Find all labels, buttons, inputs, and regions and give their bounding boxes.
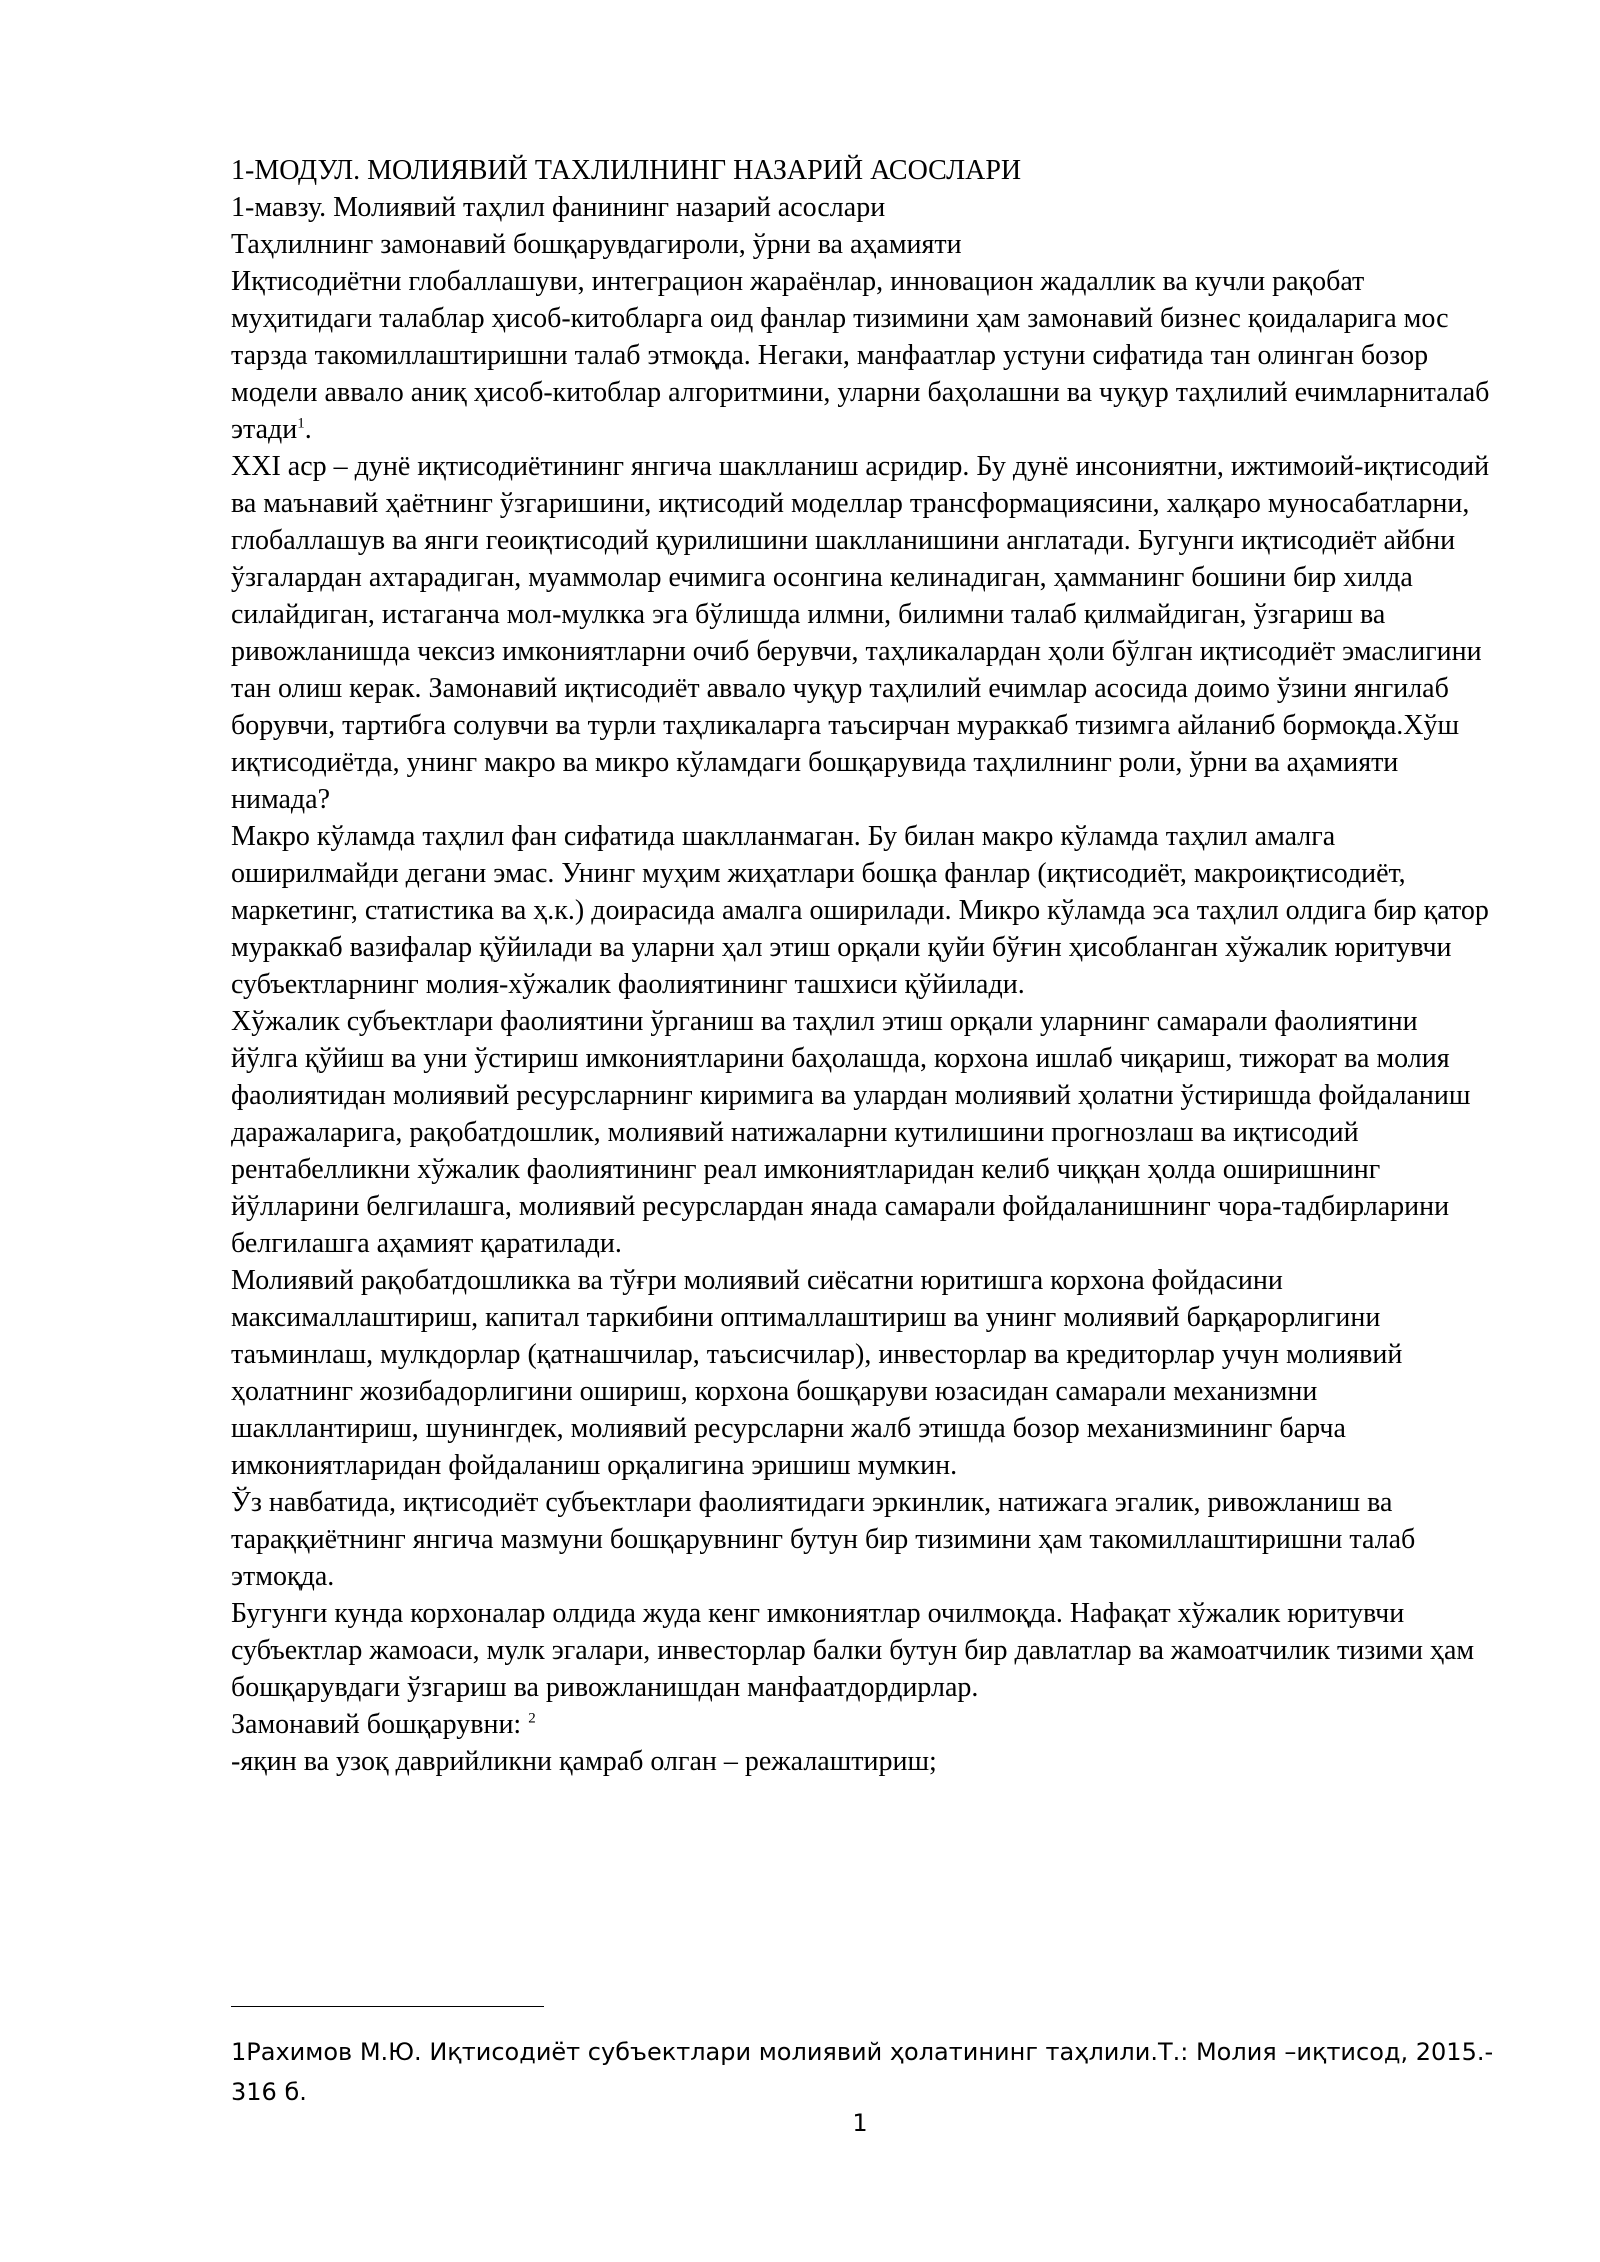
- topic-title: 1-мавзу. Молиявий таҳлил фанининг назарий асослари: [231, 192, 886, 223]
- footnote-separator: [231, 2006, 544, 2007]
- paragraph: Макро кўламда таҳлил фан сифатида шаклланмаган. Бу билан макро кўламда таҳлил амалга оширилмайди дегани эмас. Унинг муҳим жиҳатлари бошқа фанлар (иқтисодиёт, макроиқтисодиёт, маркетинг, статистика ва ҳ.к.) доирасида амалга оширилади. Микро кўламда эса таҳлил олдига бир қатор мураккаб вазифалар қўйилади ва уларни ҳал этиш орқали қуйи бўғин ҳисобланган хўжалик юритувчи субъектларнинг молия-хўжалик фаолиятининг ташхиси қўйилади.: [231, 821, 1489, 1000]
- paragraph: [231, 1706, 1491, 1743]
- paragraph-text: Замонавий бошқарувни:: [231, 1709, 529, 1740]
- paragraph: Молиявий рақобатдошликка ва тўғри молиявий сиёсатни юритишга корхона фойдасини максималлаштириш, капитал таркибини оптималлаштириш ва унинг молиявий барқарорлигини таъминлаш, мулкдорлар (қатнашчилар, таъсисчилар), инвесторлар ва кредиторлар учун молиявий ҳолатнинг жозибадорлигини ошириш, корхона бошқаруви юзасидан самарали механизмни шакллантириш, шунингдек, молиявий ресурсларни жалб этишда бозор механизмининг барча имкониятларидан фойдаланиш орқалигина эришиш мумкин.: [231, 1265, 1403, 1481]
- paragraph: Хўжалик субъектлари фаолиятини ўрганиш ва таҳлил этиш орқали уларнинг самарали фаолиятини йўлга қўйиш ва уни ўстириш имкониятларини баҳолашда, корхона ишлаб чиқариш, тижорат ва молия фаолиятидан молиявий ресурсларнинг киримига ва улардан молиявий ҳолатни ўстиришда фойдаланиш даражаларига, рақобатдошлик, молиявий натижаларни кутилишини прогнозлаш ва иқтисодий рентабелликни хўжалик фаолиятининг реал имкониятларидан келиб чиққан ҳолда оширишнинг йўлларини белгилашга, молиявий ресурслардан янада самарали фойдаланишнинг чора-тадбирларини белгилашга аҳамият қаратилади.: [231, 1006, 1471, 1259]
- footnote-text: 1Рахимов М.Ю. Иқтисодиёт субъектлари молиявий ҳолатининг таҳлили.Т.: Молия –иқтисод, 2015.- 316 б.: [231, 2038, 1494, 2106]
- section-title: Таҳлилнинг замонавий бошқарувдагироли, ўрни ва аҳамияти: [231, 229, 962, 260]
- footnote-reference[interactable]: 1: [297, 415, 305, 432]
- paragraph: Бугунги кунда корхоналар олдида жуда кенг имкониятлар очилмоқда. Нафақат хўжалик юритувчи субъектлар жамоаси, мулк эгалари, инвесторлар балки бутун бир давлатлар ва жамоатчилик тизими ҳам бошқарувдаги ўзгариш ва ривожланишдан манфаатдордирлар.: [231, 1598, 1475, 1703]
- footnote-reference[interactable]: 2: [528, 1710, 536, 1727]
- paragraph: XXI аср – дунё иқтисодиётининг янгича шаклланиш асридир. Бу дунё инсониятни, ижтимоий-иқтисодий ва маънавий ҳаётнинг ўзгаришини, иқтисодий моделлар трансформациясини, халқаро муносабатларни, глобаллашув ва янги геоиқтисодий қурилишини шаклланишини англатади. Бугунги иқтисодиёт айбни ўзгалардан ахтарадиган, муаммолар ечимига осонгина келинадиган, ҳамманинг бошини бир хилда силайдиган, истаганча мол-мулкка эга бўлишда илмни, билимни талаб қилмайдиган, ўзгариш ва ривожланишда чексиз имкониятларни очиб берувчи, таҳликалардан ҳоли бўлган иқтисодиёт эмаслигини тан олиш керак. Замонавий иқтисодиёт аввало чуқур таҳлилий ечимлар асосида доимо ўзини янгилаб борувчи, тартибга солувчи ва турли таҳликаларга таъсирчан мураккаб тизимга айланиб бормоқда.Хўш иқтисодиётда, унинг макро ва микро кўламдаги бошқарувида таҳлилнинг роли, ўрни ва аҳамияти нимада?: [231, 451, 1490, 815]
- paragraph-tail: .: [304, 414, 312, 445]
- paragraph-text: Иқтисодиётни глобаллашуви, интеграцион жараёнлар, инновацион жадаллик ва кучли рақобат муҳитидаги талаблар ҳисоб-китобларга оид фанлар тизимини ҳам замонавий бизнес қоидаларига мос тарзда такомиллаштиришни талаб этмоқда. Негаки, манфаатлар устуни сифатида тан олинган бозор модели аввало аниқ ҳисоб-китоблар алгоритмини, уларни баҳолашни ва чуқур таҳлилий ечимларниталаб этади: [231, 266, 1490, 445]
- page-number: 1: [852, 2109, 868, 2137]
- document-body: [231, 152, 1491, 1780]
- list-item: -яқин ва узоқ даврийликни қамраб олган – режалаштириш;: [231, 1746, 937, 1777]
- paragraph: [231, 263, 1491, 448]
- paragraph: Ўз навбатида, иқтисодиёт субъектлари фаолиятидаги эркинлик, натижага эгалик, ривожланиш ва тараққиётнинг янгича мазмуни бошқарувнинг бутун бир тизимини ҳам такомиллаштиришни талаб этмоқда.: [231, 1487, 1416, 1592]
- module-title: 1-МОДУЛ. МОЛИЯВИЙ ТАХЛИЛНИНГ НАЗАРИЙ АСОСЛАРИ: [231, 155, 1022, 186]
